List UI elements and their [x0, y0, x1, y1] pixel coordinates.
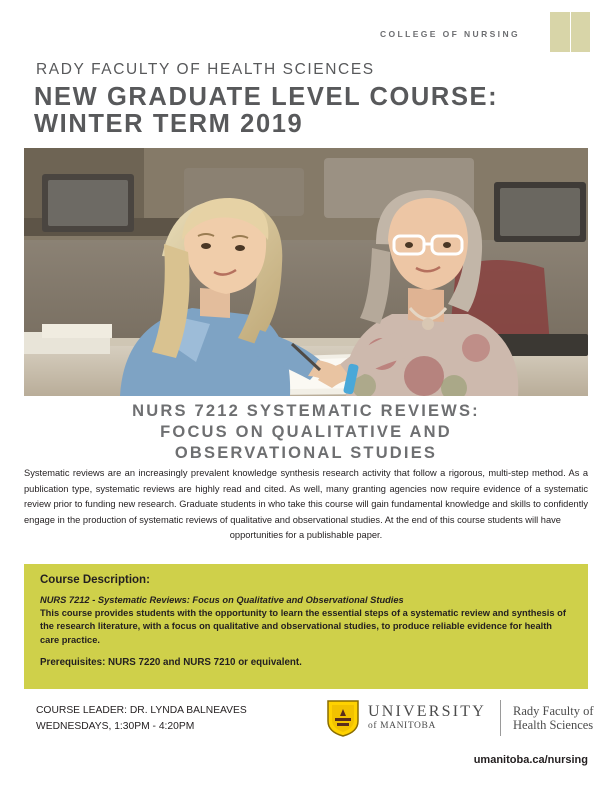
intro-text: Systematic reviews are an increasingly prevalent knowledge synthesis research activity that follow a rigorous, multi-step method. As a publication type, systematic reviews are highly read and cited. As well, many granting agencies now require evidence of a systematic review prior to funding new research. Graduate students in who take this course will gain fundamental knowledge and skills to confidently engage in the production of systematic reviews of qualitative and observational studies. At the end of this course students will have [24, 468, 588, 525]
course-title [56, 401, 556, 464]
course-title-line1: NURS 7212 SYSTEMATIC REVIEWS: [132, 402, 480, 420]
website-url[interactable]: umanitoba.ca/nursing [473, 754, 588, 766]
intro-last-line: opportunities for a publishable paper. [229, 530, 383, 541]
faculty-wordmark [513, 704, 594, 733]
page-title [34, 84, 594, 138]
logo-divider [500, 700, 501, 736]
course-schedule-line: WEDNESDAYS, 1:30PM - 4:20PM [36, 721, 195, 732]
faculty-line: RADY FACULTY OF HEALTH SCIENCES [36, 61, 375, 78]
university-logo-lockup [326, 699, 594, 737]
hero-photo-illustration [24, 148, 588, 396]
page-title-line1: NEW GRADUATE LEVEL COURSE: [34, 83, 499, 111]
panel-body-text: This course provides students with the opportunity to learn the essential steps of a systematic review and synthesis of the research literature, with a focus on qualitative and observational studies, to produce reliable evidence for health care practice. [40, 608, 566, 645]
course-title-line2: FOCUS ON QUALITATIVE AND [160, 423, 452, 441]
poster-header [0, 0, 612, 60]
footer-course-info [36, 703, 247, 735]
hero-photo [24, 148, 588, 396]
course-title-line3: OBSERVATIONAL STUDIES [174, 444, 438, 462]
course-description-panel [24, 564, 588, 689]
college-of-nursing-label: COLLEGE OF NURSING [379, 29, 520, 39]
panel-heading: Course Description: [40, 574, 150, 586]
faculty-wordmark-line2: Health Sciences [513, 718, 594, 732]
university-wordmark [368, 704, 486, 732]
panel-subheading: NURS 7212 - Systematic Reviews: Focus on Qualitative and Observational Studies [40, 595, 404, 605]
page-title-line2: WINTER TERM 2019 [34, 110, 304, 138]
panel-prerequisites: Prerequisites: NURS 7220 and NURS 7210 or equivalent. [40, 657, 302, 669]
university-crest-icon [326, 699, 360, 737]
university-wordmark-line2: of MANITOBA [368, 720, 436, 731]
university-wordmark-line1: UNIVERSITY [368, 703, 486, 721]
intro-paragraph [24, 466, 588, 544]
course-leader-line: COURSE LEADER: DR. LYNDA BALNEAVES [36, 705, 247, 716]
corner-decoration-block [550, 12, 590, 52]
faculty-wordmark-line1: Rady Faculty of [513, 703, 594, 718]
